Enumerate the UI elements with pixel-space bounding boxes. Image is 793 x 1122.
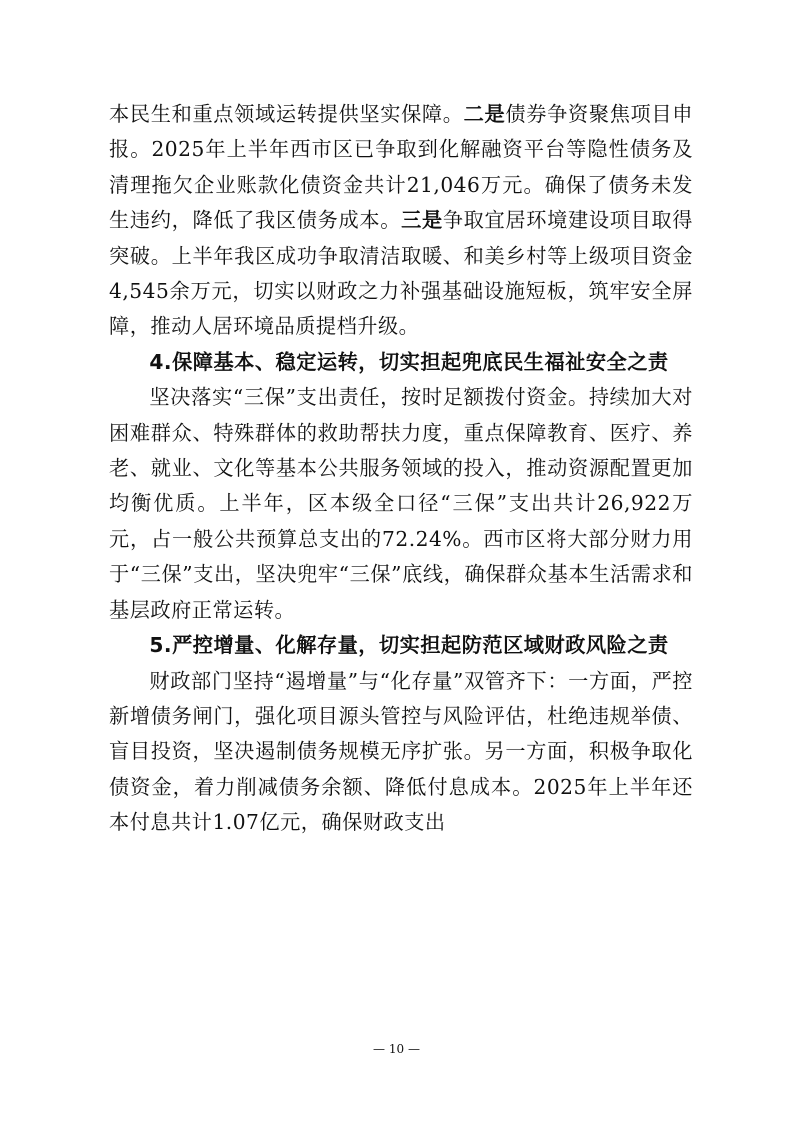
paragraph-three-guarantees: 坚决落实“三保”支出责任，按时足额拨付资金。持续加大对困难群众、特殊群体的救助帮扶力度，重点保障教育、医疗、养老、就业、文化等基本公共服务领域的投入，推动资源配置更加均衡优质。上半年，区本级全口径“三保”支出共计26,922万元，占一般公共预算总支出的72.24%。西市区将大部分财力用于“三保”支出，坚决兜牢“三保”底线，确保群众基本生活需求和基层政府正常运转。 (109, 385, 693, 622)
section-heading-5: 5.严控增量、化解存量，切实担起防范区域财政风险之责 (149, 633, 669, 658)
paragraph-text: 本民生和重点领域运转提供坚实保障。 (109, 102, 464, 126)
paragraph-text: 争取宜居环境建设项目取得突破。上半年我区成功争取清洁取暖、和美乡村等上级项目资金4,545余万元，切实以财政之力补强基础设施短板，筑牢安全屏障，推动人居环境品质提档升级。 (109, 208, 693, 339)
paragraph-debt-risk: 财政部门坚持“遏增量”与“化存量”双管齐下：一方面，严控新增债务闸门，强化项目源头管控与风险评估，杜绝违规举债、盲目投资，坚决遏制债务规模无序扩张。另一方面，积极争取化债资金，着力削减债务余额、降低付息成本。2025年上半年还本付息共计1.07亿元，确保财政支出 (109, 668, 693, 835)
emphasis-third: 三是 (401, 208, 443, 233)
paragraph-debt-projects (109, 97, 693, 345)
paragraph-text: 债券争资聚焦项目申报。2025年上半年西市区已争取到化解融资平台等隐性债务及清理拖欠企业账款化债资金共计21,046万元。确保了债务未发生违约，降低了我区债务成本。 (109, 102, 693, 233)
section-heading-4: 4.保障基本、稳定运转，切实担起兜底民生福祉安全之责 (149, 349, 669, 374)
emphasis-second: 二是 (463, 102, 506, 126)
document-body (109, 97, 693, 841)
page-number: — 10 — (373, 1042, 420, 1056)
